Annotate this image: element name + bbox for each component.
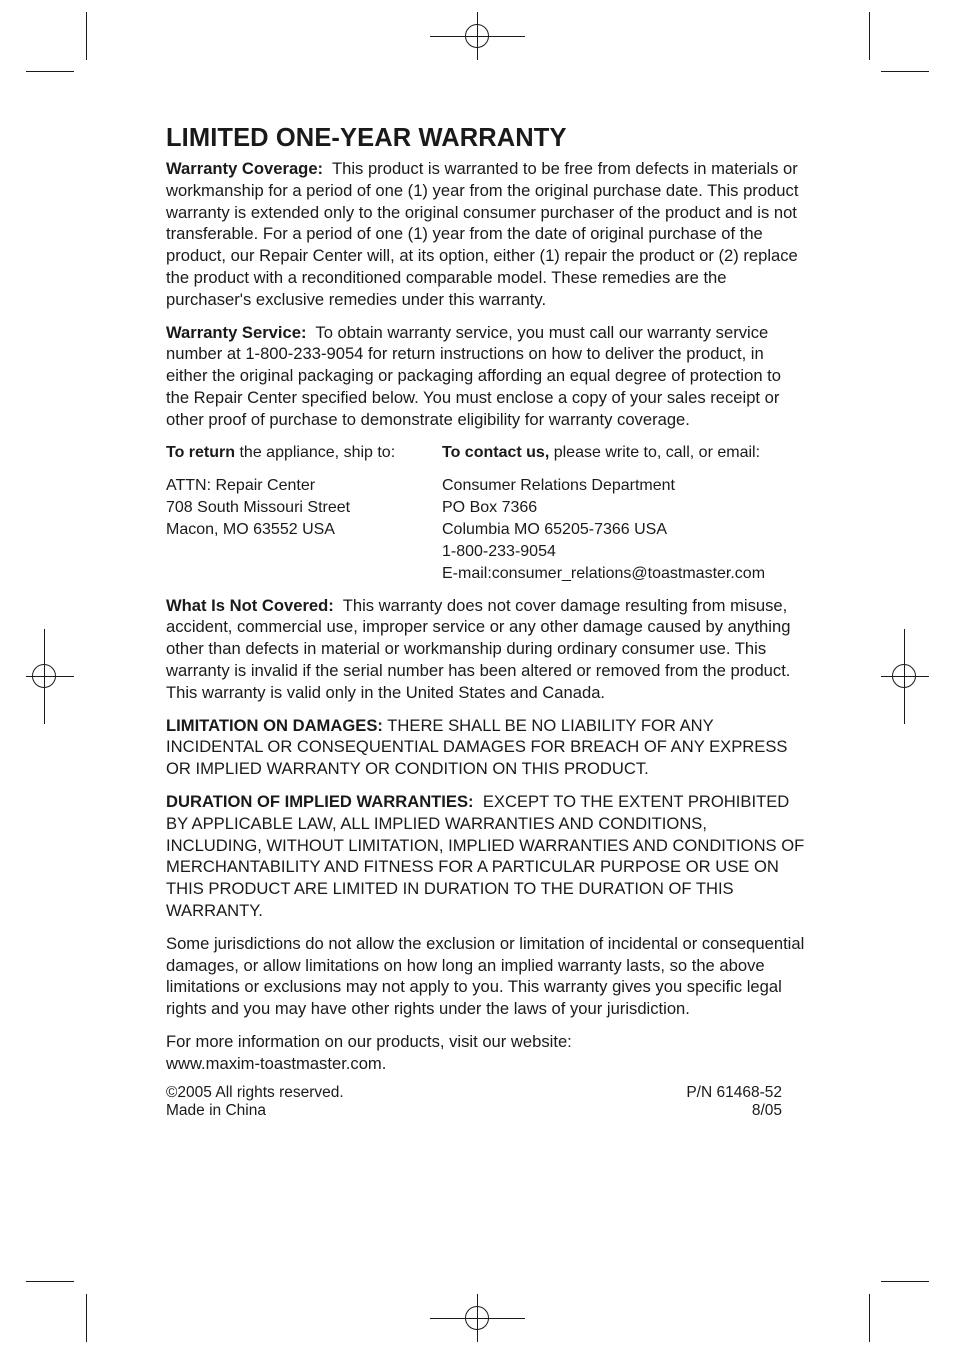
contact-address-line: Consumer Relations Department bbox=[442, 477, 675, 495]
not-covered-paragraph bbox=[166, 595, 806, 704]
contact-address-line: PO Box 7366 bbox=[442, 499, 538, 517]
contact-email: E-mail:consumer_relations@toastmaster.com bbox=[442, 564, 766, 582]
duration-text: EXCEPT TO THE EXTENT PROHIBITED BY APPLICABLE LAW, ALL IMPLIED WARRANTIES AND CONDITIONS, INCLUDING, WITHOUT LIMITATION, IMPLIED WARRANTIES AND CONDITIONS OF MERCHANTABILITY AND FITNESS FOR A PARTICULAR PURPOSE OR USE ON THIS PRODUCT ARE LIMITED IN DURATION TO THE DURATION OF THIS WARRANTY. bbox=[166, 791, 805, 920]
more-info-text: For more information on our products, visit our website: bbox=[166, 1031, 572, 1051]
return-address-line: 708 South Missouri Street bbox=[166, 499, 351, 517]
part-number: P/N 61468-52 bbox=[686, 1083, 782, 1101]
footer-left bbox=[166, 1084, 344, 1121]
limitation-paragraph bbox=[166, 715, 806, 780]
crop-mark-top-left-vertical bbox=[86, 12, 87, 60]
contact-heading bbox=[442, 442, 812, 464]
warranty-content bbox=[166, 124, 806, 1128]
crop-mark-top-right-horizontal bbox=[881, 71, 929, 72]
duration-label: DURATION OF IMPLIED WARRANTIES: bbox=[166, 791, 474, 811]
return-text: the appliance, ship to: bbox=[239, 443, 396, 461]
contact-label: To contact us, bbox=[442, 443, 550, 461]
more-info-paragraph bbox=[166, 1031, 806, 1075]
return-heading bbox=[166, 442, 436, 464]
warranty-coverage-paragraph bbox=[166, 158, 806, 311]
footer bbox=[166, 1084, 806, 1128]
print-date: 8/05 bbox=[751, 1102, 782, 1119]
return-address-line: Macon, MO 63552 USA bbox=[166, 520, 335, 538]
crop-mark-bottom-right-vertical bbox=[869, 1294, 870, 1342]
limitation-text: THERE SHALL BE NO LIABILITY FOR ANY INCIDENTAL OR CONSEQUENTIAL DAMAGES FOR BREACH OF ANY EXPRESS OR IMPLIED WARRANTY OR CONDITION ON THIS PRODUCT. bbox=[166, 715, 788, 779]
crop-mark-top-right-vertical bbox=[869, 12, 870, 60]
not-covered-text: This warranty does not cover damage resulting from misuse, accident, commercial use, improper service or any other damage caused by anything other than defects in material or workmanship during ordinary consumer use. This warranty is invalid if the serial number has been altered or removed from the product. This warranty is valid only in the United States and Canada. bbox=[166, 595, 791, 702]
warranty-coverage-label: Warranty Coverage: bbox=[166, 159, 324, 178]
return-label: To return bbox=[166, 443, 236, 461]
warranty-service-label: Warranty Service: bbox=[166, 322, 307, 342]
warranty-service-text: To obtain warranty service, you must call our warranty service number at 1-800-233-9054 for return instructions on how to deliver the product, in either the original packaging or packaging affording an equal degree of protection to the Repair Center specified below. You must enclose a copy of your sales receipt or other proof of purchase to demonstrate eligibility for warranty coverage. bbox=[166, 322, 782, 429]
not-covered-label: What Is Not Covered: bbox=[166, 595, 334, 615]
footer-right bbox=[686, 1084, 782, 1121]
limitation-label: LIMITATION ON DAMAGES: bbox=[166, 715, 383, 735]
contact-text: please write to, call, or email: bbox=[553, 443, 761, 461]
duration-paragraph bbox=[166, 791, 806, 922]
copyright-text: ©2005 All rights reserved. bbox=[166, 1083, 344, 1101]
address-columns bbox=[166, 442, 806, 584]
contact-phone: 1-800-233-9054 bbox=[442, 542, 556, 560]
page-title: LIMITED ONE-YEAR WARRANTY bbox=[166, 124, 567, 152]
crop-mark-bottom-left-vertical bbox=[86, 1294, 87, 1342]
warranty-service-paragraph bbox=[166, 322, 806, 431]
website-link: www.maxim-toastmaster.com. bbox=[166, 1053, 387, 1073]
made-in-text: Made in China bbox=[166, 1102, 266, 1119]
contact-address-block bbox=[442, 442, 812, 585]
crop-mark-bottom-left-horizontal bbox=[26, 1281, 74, 1282]
return-address-line: ATTN: Repair Center bbox=[166, 477, 316, 495]
jurisdictions-paragraph: Some jurisdictions do not allow the exclusion or limitation of incidental or consequential damages, or allow limitations on how long an implied warranty lasts, so the above limitations or exclusions may not apply to you. This warranty gives you specific legal rights and you may have other rights under the laws of your jurisdiction. bbox=[166, 933, 805, 1019]
crop-mark-top-left-horizontal bbox=[26, 71, 74, 72]
crop-mark-bottom-right-horizontal bbox=[881, 1281, 929, 1282]
return-address-block bbox=[166, 442, 436, 541]
warranty-coverage-text: This product is warranted to be free from defects in materials or workmanship for a period of one (1) year from the original purchase date. This product warranty is extended only to the original consumer purchaser of the product and is not transferable. For a period of one (1) year from the date of original purchase of the product, our Repair Center will, at its option, either (1) repair the product or (2) replace the product with a reconditioned comparable model. These remedies are the purchaser's exclusive remedies under this warranty. bbox=[166, 159, 799, 309]
contact-address-line: Columbia MO 65205-7366 USA bbox=[442, 520, 668, 538]
